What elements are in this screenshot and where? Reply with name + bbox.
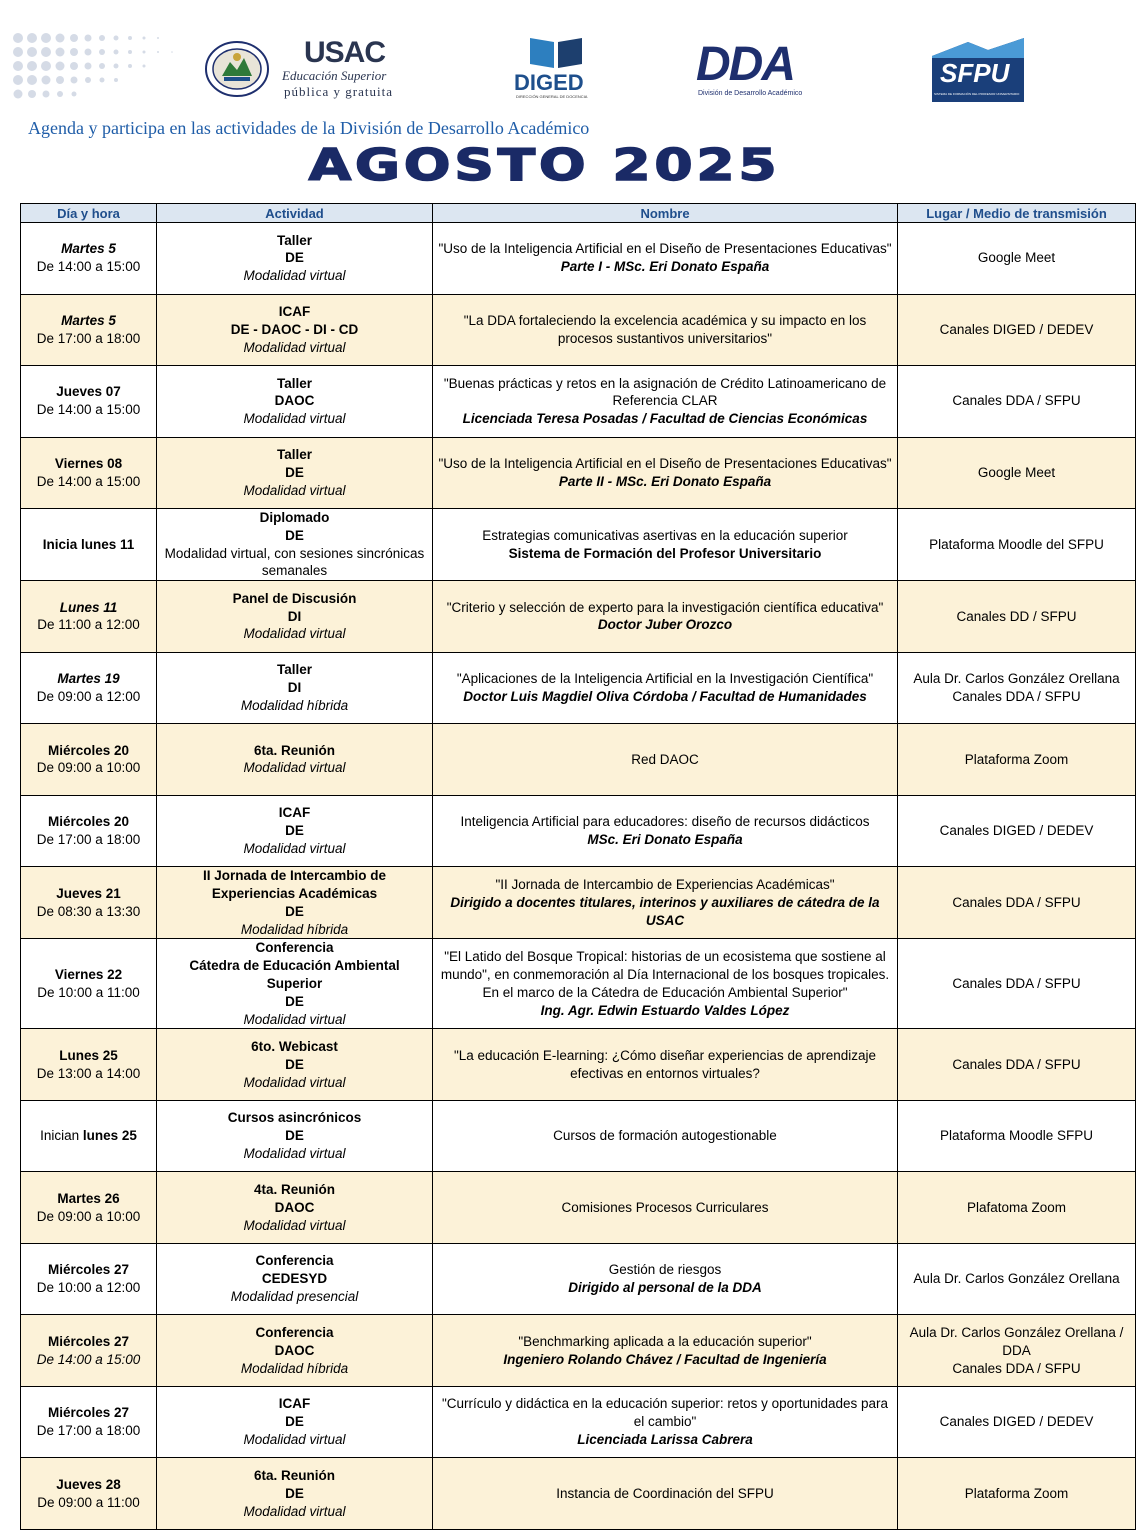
cell-activity-line: Modalidad virtual (243, 1503, 346, 1519)
cell-time-label: De 09:00 a 10:00 (36, 1208, 141, 1224)
cell-activity-line: II Jornada de Intercambio de Experiencias Académicas (202, 868, 387, 901)
cell-time-label: De 08:30 a 13:30 (36, 903, 141, 919)
cell-name-line: Cursos de formación autogestionable (553, 1128, 777, 1144)
cell-name-line: Gestión de riesgos (608, 1262, 722, 1278)
cell-name (433, 724, 898, 796)
book-icon (526, 34, 586, 70)
table-row (21, 1029, 1136, 1101)
cell-place (898, 223, 1136, 295)
cell-name-line: "La DDA fortaleciendo la excelencia académica y su impacto en los procesos sustantivos universitarios" (463, 312, 867, 346)
cell-place (898, 1172, 1136, 1244)
cell-day (21, 1386, 157, 1458)
cell-time-label: De 14:00 a 15:00 (36, 473, 141, 489)
cell-day (21, 1100, 157, 1172)
cell-place-line: Aula Dr. Carlos González Orellana (913, 1271, 1120, 1287)
table-row (21, 1458, 1136, 1530)
cell-place-line: Canales DDA / SFPU (952, 894, 1081, 910)
cell-activity (157, 509, 433, 581)
cell-day (21, 509, 157, 581)
diged-logo-sub: DIRECCIÓN GENERAL DE DOCENCIA (516, 94, 588, 99)
cell-day (21, 724, 157, 796)
cell-day (21, 366, 157, 438)
cell-name-line: Doctor Luis Magdiel Oliva Córdoba / Facultad de Humanidades (463, 688, 867, 704)
usac-seal-logo (204, 40, 270, 98)
cell-activity-line: Modalidad virtual (243, 840, 346, 856)
table-row (21, 509, 1136, 581)
cell-activity-line: ICAF (278, 805, 311, 821)
cell-day-label: Inicia lunes 11 (42, 536, 135, 552)
cell-name-line: "Buenas prácticas y retos en la asignación de Crédito Latinoamericano de Referencia CLAR (443, 375, 887, 409)
column-header-name: Nombre (433, 204, 898, 223)
cell-day-label: Jueves 07 (56, 384, 121, 400)
cell-place-line: Canales DDA / SFPU (952, 1056, 1081, 1072)
cell-time-label: De 17:00 a 18:00 (36, 1423, 141, 1439)
cell-activity-line: DE - DAOC - DI - CD (230, 321, 359, 337)
cell-activity-line: Taller (276, 447, 312, 463)
cell-day (21, 652, 157, 724)
cell-activity (157, 939, 433, 1029)
table-row (21, 1100, 1136, 1172)
cell-activity-line: DAOC (274, 1342, 315, 1358)
cell-day (21, 795, 157, 867)
cell-name-line: Red DAOC (631, 751, 699, 767)
cell-activity-line: Modalidad híbrida (240, 921, 349, 937)
cell-activity-line: Taller (276, 662, 312, 678)
cell-day-label: Miércoles 20 (47, 742, 130, 758)
cell-place-line: Plataforma Zoom (964, 1485, 1069, 1501)
table-row (21, 437, 1136, 509)
cell-activity-line: DAOC (274, 1199, 315, 1215)
cell-name (433, 1172, 898, 1244)
cell-place-line: Google Meet (977, 250, 1056, 266)
cell-activity-line: Cursos asincrónicos (227, 1110, 362, 1126)
cell-activity (157, 581, 433, 653)
cell-name-line: "Criterio y selección de experto para la investigación científica educativa" (446, 599, 884, 615)
cell-time-label: De 09:00 a 12:00 (36, 688, 141, 704)
cell-day-label: Miércoles 27 (47, 1262, 130, 1278)
cell-activity-line: Taller (276, 375, 312, 391)
cell-activity-line: Modalidad virtual (243, 1146, 346, 1161)
cell-time-label: De 11:00 a 12:00 (37, 617, 140, 633)
cell-activity-line: ICAF (278, 1396, 311, 1412)
cell-name-line: Dirigido al personal de la DDA (568, 1280, 762, 1296)
cell-activity (157, 724, 433, 796)
cell-name-line: Parte II - MSc. Eri Donato España (558, 473, 772, 489)
cell-activity-line: Modalidad virtual (243, 626, 346, 642)
cell-day (21, 437, 157, 509)
cell-activity-line: Modalidad virtual (243, 1074, 346, 1090)
cell-place (898, 867, 1136, 939)
cell-place-line: Aula Dr. Carlos González Orellana (913, 671, 1120, 687)
cell-day (21, 223, 157, 295)
cell-activity-line: 6ta. Reunión (253, 742, 335, 758)
cell-place (898, 939, 1136, 1029)
table-row (21, 1243, 1136, 1315)
cell-place-line: Canales DDA / SFPU (952, 393, 1081, 409)
cell-day (21, 1315, 157, 1387)
cell-name (433, 437, 898, 509)
usac-logo-sub2: pública y gratuita (284, 84, 393, 99)
cell-place-line: Google Meet (977, 464, 1056, 480)
cell-activity-line: Modalidad híbrida (240, 1360, 349, 1376)
cell-place (898, 1243, 1136, 1315)
cell-place-line: Canales DIGED / DEDEV (939, 1414, 1094, 1430)
cell-activity (157, 652, 433, 724)
cell-place-line: Aula Dr. Carlos González Orellana / DDA (909, 1324, 1124, 1358)
cell-activity-line: Cátedra de Educación Ambiental Superior (189, 958, 400, 991)
cell-name (433, 581, 898, 653)
cell-day-label: Martes 5 (61, 312, 116, 328)
cell-time-label: De 09:00 a 11:00 (37, 1494, 140, 1510)
cell-place-line: Plataforma Moodle del SFPU (929, 536, 1104, 552)
agenda-table-body (21, 223, 1136, 1530)
cell-activity-line: Modalidad virtual (243, 268, 346, 284)
cell-activity (157, 1100, 433, 1172)
cell-activity-line: DE (285, 250, 304, 266)
cell-activity (157, 294, 433, 366)
cell-name-line: Licenciada Larissa Cabrera (577, 1432, 753, 1447)
cell-day (21, 939, 157, 1029)
table-row (21, 867, 1136, 939)
cell-activity (157, 1029, 433, 1101)
cell-activity-line: 4ta. Reunión (253, 1181, 335, 1197)
table-row (21, 652, 1136, 724)
cell-name (433, 366, 898, 438)
cell-day-label: Jueves 28 (56, 1476, 121, 1492)
cell-activity-line: DE (285, 1128, 304, 1144)
cell-place-line: Plafatoma Zoom (966, 1199, 1067, 1215)
cell-activity-line: ICAF (278, 304, 311, 320)
table-row (21, 1386, 1136, 1458)
cell-activity (157, 437, 433, 509)
cell-activity (157, 1386, 433, 1458)
cell-name-line: Sistema de Formación del Profesor Universitario (508, 545, 822, 561)
cell-activity (157, 366, 433, 438)
cell-name-line: Dirigido a docentes titulares, interinos y auxiliares de cátedra de la USAC (450, 894, 880, 928)
cell-time-label: De 14:00 a 15:00 (36, 259, 141, 275)
cell-name (433, 795, 898, 867)
cell-name-line: Comisiones Procesos Curriculares (561, 1199, 769, 1215)
table-row (21, 223, 1136, 295)
cell-activity-line: DE (285, 527, 304, 543)
cell-place (898, 581, 1136, 653)
cell-day-label: Martes 19 (57, 671, 120, 687)
cell-name (433, 1243, 898, 1315)
agenda-table (20, 203, 1136, 1530)
cell-place-line: Canales DDA / SFPU (952, 975, 1081, 991)
cell-activity-line: Modalidad presencial (230, 1289, 359, 1304)
cell-name-line: MSc. Eri Donato España (587, 831, 743, 847)
table-row (21, 939, 1136, 1029)
diged-logo (508, 34, 604, 100)
cell-place (898, 509, 1136, 581)
cell-place-line: Canales DIGED / DEDEV (939, 321, 1094, 337)
cell-place (898, 1315, 1136, 1387)
cell-name (433, 1386, 898, 1458)
cell-place (898, 724, 1136, 796)
cell-name-line: "El Latido del Bosque Tropical: historias de un ecosistema que sostiene al mundo", en conmemoración al Día Internacional de los bosques tropicales. En el marco de la Cátedra de Educación Ambiental Superior" (440, 949, 890, 1000)
cell-activity-line: Conferencia (255, 940, 334, 956)
cell-name-line: Estrategias comunicativas asertivas en la educación superior (482, 527, 848, 543)
cell-activity-line: Diplomado (259, 510, 330, 525)
cell-activity-line: Modalidad virtual (243, 1217, 346, 1233)
cell-name-line: "La educación E-learning: ¿Cómo diseñar experiencias de aprendizaje efectivas en entornos virtuales? (453, 1047, 877, 1081)
cell-place (898, 1029, 1136, 1101)
cell-activity-line: Modalidad virtual (243, 1432, 346, 1447)
cell-name-line: "Currículo y didáctica en la educación superior: retos y oportunidades para el cambio" (441, 1396, 889, 1430)
table-row (21, 294, 1136, 366)
cell-activity (157, 1458, 433, 1530)
dda-logo (696, 40, 826, 102)
cell-place (898, 652, 1136, 724)
decorative-dots (12, 30, 177, 102)
usac-logo-sub1: Educación Superior (282, 68, 387, 83)
dda-logo-sub: División de Desarrollo Académico (698, 90, 803, 97)
cell-name-line: Ing. Agr. Edwin Estuardo Valdes López (540, 1002, 790, 1018)
cell-day (21, 1243, 157, 1315)
cell-activity-line: DE (285, 1485, 304, 1501)
cell-day-label: Jueves 21 (56, 885, 121, 901)
cell-day-label: Miércoles 20 (47, 814, 130, 830)
cell-activity-line: CEDESYD (261, 1271, 328, 1287)
cell-place-line: Canales DIGED / DEDEV (939, 823, 1094, 839)
cell-activity-line: DAOC (274, 393, 315, 409)
cell-place (898, 1100, 1136, 1172)
cell-activity (157, 867, 433, 939)
table-row (21, 724, 1136, 796)
cell-name (433, 509, 898, 581)
cell-name (433, 939, 898, 1029)
cell-name-line: Licenciada Teresa Posadas / Facultad de Ciencias Económicas (462, 411, 868, 427)
cell-activity (157, 1243, 433, 1315)
cell-activity-line: DE (285, 1056, 304, 1072)
cell-day-label: Inician lunes 25 (40, 1128, 137, 1144)
cell-place (898, 795, 1136, 867)
cell-day (21, 1458, 157, 1530)
cell-activity-line: Modalidad virtual, con sesiones sincrónicas semanales (164, 545, 425, 579)
cell-name (433, 1100, 898, 1172)
cell-name (433, 867, 898, 939)
cell-name-line: "Uso de la Inteligencia Artificial en el Diseño de Presentaciones Educativas" (438, 455, 892, 471)
cell-activity-line: Modalidad híbrida (240, 697, 349, 713)
usac-logo-name: USAC (304, 36, 386, 69)
cell-name-line: "Uso de la Inteligencia Artificial en el Diseño de Presentaciones Educativas" (438, 241, 892, 257)
table-row (21, 1315, 1136, 1387)
diged-logo-name: DIGED (514, 70, 584, 95)
cell-time-label: De 10:00 a 12:00 (36, 1280, 141, 1296)
cell-activity-line: Panel de Discusión (232, 590, 357, 606)
cell-place (898, 366, 1136, 438)
cell-activity-line: Conferencia (255, 1253, 334, 1269)
cell-day-label: Miércoles 27 (47, 1405, 130, 1421)
cell-time-label: De 14:00 a 15:00 (36, 1351, 141, 1367)
cell-place-line: Plataforma Moodle SFPU (939, 1128, 1094, 1144)
cell-time-label: De 13:00 a 14:00 (36, 1065, 141, 1081)
sfpu-logo-sub: SISTEMA DE FORMACIÓN DEL PROFESOR UNIVERSITARIO (934, 92, 1020, 96)
table-row (21, 1172, 1136, 1244)
cell-day-label: Martes 26 (57, 1190, 120, 1206)
cell-time-label: De 10:00 a 11:00 (37, 984, 140, 1000)
cell-activity-line: DE (285, 823, 304, 839)
cell-place-line: Canales DDA / SFPU (952, 688, 1081, 704)
cell-day-label: Miércoles 27 (47, 1333, 130, 1349)
cell-place-line: Canales DD / SFPU (956, 608, 1077, 624)
cell-place (898, 294, 1136, 366)
cell-day-label: Lunes 25 (59, 1047, 118, 1063)
column-header-day: Día y hora (21, 204, 157, 223)
column-header-place: Lugar / Medio de transmisión (898, 204, 1136, 223)
cell-place (898, 437, 1136, 509)
cell-activity-line: 6to. Webicast (251, 1038, 338, 1054)
cell-day-label: Martes 5 (61, 241, 116, 257)
cell-name (433, 1029, 898, 1101)
cell-name (433, 223, 898, 295)
cell-name-line: Ingeniero Rolando Chávez / Facultad de Ingeniería (503, 1351, 827, 1367)
cell-name-line: "Benchmarking aplicada a la educación superior" (518, 1333, 812, 1349)
cell-activity-line: Modalidad virtual (243, 339, 346, 355)
cell-activity (157, 223, 433, 295)
cell-activity-line: Taller (276, 232, 312, 248)
cell-name (433, 1458, 898, 1530)
cell-activity-line: DI (287, 680, 302, 696)
cell-time-label: De 09:00 a 10:00 (36, 760, 141, 776)
cell-day (21, 1029, 157, 1101)
cell-place (898, 1458, 1136, 1530)
cell-place (898, 1386, 1136, 1458)
table-header-row (21, 204, 1136, 223)
cell-day-label: Lunes 11 (59, 599, 118, 615)
tagline: Agenda y participa en las actividades de la División de Desarrollo Académico (28, 118, 590, 138)
cell-name-line: Instancia de Coordinación del SFPU (556, 1485, 774, 1501)
column-header-activity: Actividad (157, 204, 433, 223)
cell-day-label: Viernes 22 (54, 967, 123, 983)
usac-logo (276, 36, 416, 100)
cell-name (433, 652, 898, 724)
cell-day (21, 581, 157, 653)
cell-name-line: Parte I - MSc. Eri Donato España (560, 259, 770, 275)
sfpu-logo-name: SFPU (940, 58, 1010, 88)
cell-day (21, 867, 157, 939)
cell-activity-line: Modalidad virtual (243, 411, 346, 427)
cell-activity-line: Modalidad virtual (243, 482, 346, 498)
table-row (21, 795, 1136, 867)
cell-place-line: Plataforma Zoom (964, 751, 1069, 767)
cell-activity-line: DI (287, 608, 302, 624)
cell-activity (157, 1315, 433, 1387)
cell-activity (157, 795, 433, 867)
cell-name-line: Doctor Juber Orozco (597, 617, 733, 633)
cell-name-line: "II Jornada de Intercambio de Experiencias Académicas" (495, 877, 835, 893)
cell-time-label: De 17:00 a 18:00 (36, 831, 141, 847)
cell-activity-line: DE (285, 1414, 304, 1430)
table-row (21, 581, 1136, 653)
dda-logo-name: DDA (696, 38, 794, 91)
cell-activity-line: Conferencia (255, 1324, 334, 1340)
cell-day (21, 1172, 157, 1244)
cell-day (21, 294, 157, 366)
cell-activity-line: Modalidad virtual (243, 1011, 346, 1027)
sfpu-logo (928, 36, 1028, 104)
cell-name (433, 1315, 898, 1387)
cell-time-label: De 14:00 a 15:00 (36, 402, 141, 418)
cell-time-label: De 17:00 a 18:00 (36, 330, 141, 346)
cell-name-line: Inteligencia Artificial para educadores: diseño de recursos didácticos (460, 814, 870, 830)
cell-place-line: Canales DDA / SFPU (952, 1360, 1081, 1376)
cell-activity-line: Modalidad virtual (243, 760, 346, 776)
cell-name (433, 294, 898, 366)
cell-activity-line: DE (285, 903, 304, 919)
cell-activity-line: DE (285, 464, 304, 480)
month-title: AGOSTO 2025 (308, 140, 781, 191)
cell-activity (157, 1172, 433, 1244)
cell-activity-line: 6ta. Reunión (253, 1467, 335, 1483)
table-row (21, 366, 1136, 438)
cell-activity-line: DE (285, 993, 304, 1009)
cell-name-line: "Aplicaciones de la Inteligencia Artificial en la Investigación Científica" (456, 671, 874, 687)
cell-day-label: Viernes 08 (54, 455, 123, 471)
